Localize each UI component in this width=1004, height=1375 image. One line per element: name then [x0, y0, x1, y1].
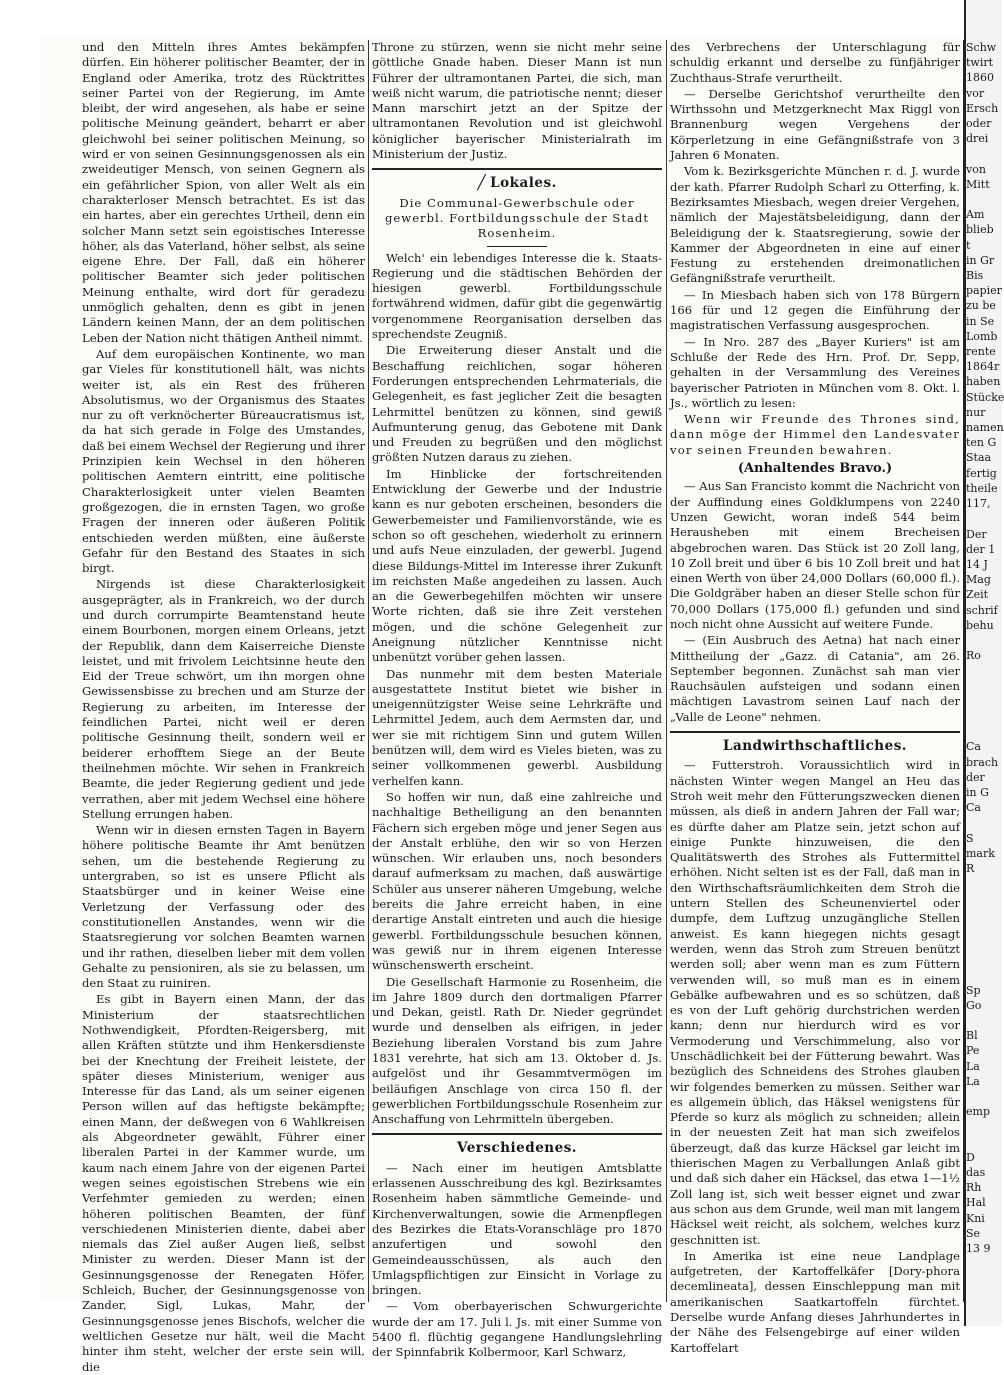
column-rule: [666, 40, 667, 1302]
article-paragraph: Das nunmehr mit dem besten Materiale ausgestattete Institut bietet wie bisher in uneigennützigster Weise seine Lehrkräfte und Lehrmittel Jedem, auch dem Aermsten dar, und wer sie mit richtigem Sinn und gutem Willen benützen will, dem wird es Vieles bieten, was zu seiner vollkommenen gewerbl. Ausbildung verhelfen kann.: [372, 666, 662, 788]
news-item: — In Miesbach haben sich von 178 Bürgern 166 für und 12 gegen die Einführung der magistratischen Verfassung ausgesprochen.: [670, 287, 960, 333]
fragment-line: Der: [966, 527, 987, 541]
section-heading-landwirthschaftliches: Landwirthschaftliches.: [722, 738, 907, 755]
fragment-line: emp: [966, 1105, 990, 1119]
news-item: — Aus San Francisto kommt die Nachricht von der Auffindung eines Goldklumpens von 2240 Unzen Gewicht, woran indeß 544 beim Herausheben mit einem Brecheisen abgebrochen waren. Das Stück ist 20 Zoll lang, 10 Zoll breit und über 6 bis 10 Zoll breit und hat einen Werth von über 24,000 Dollars (60,000 fl.). Die Goldgräber haben an dieser Stelle schon für 70,000 Dollars (175,000 fl.) gefunden und sind noch nicht ohne Aussicht auf weitere Funde.: [670, 479, 960, 631]
fragment-line: La: [966, 1074, 980, 1088]
article-paragraph: Welch' ein lebendiges Interesse die k. Staats-Regierung und die städtischen Behörden der hiesigen gewerbl. Fortbildungsschule fortwährend widmen, dafür gibt die gegenwärtig vorgenommene Reorganisation derselben das sprechendste Zeugniß.: [372, 250, 662, 342]
fragment-line: Staa: [966, 451, 992, 465]
fragment-line: La: [966, 1059, 980, 1073]
fragment-line: 1864r: [966, 360, 1000, 374]
news-item: — (Ein Ausbruch des Aetna) hat nach einer Mittheilung der „Gazz. di Catania", am 26. September begonnen. Zunächst sah man vier Rauchsäulen aufsteigen und sodann einen mächtigen Lavastrom seinen Lauf nach der „Valle de Leone" nehmen.: [670, 633, 960, 724]
fragment-line: Am: [966, 208, 985, 222]
fragment-line: [966, 876, 1000, 891]
fragment-line: namen: [966, 421, 1004, 435]
article-paragraph: So hoffen wir nun, daß eine zahlreiche und nachhaltige Betheiligung an den benannten Fächern sich ergeben möge und jener Segen aus der Anstalt erblühe, den wir so von Herzen wünschen. Wir erlauben uns, noch besonders darauf aufmerksam zu machen, daß auswärtige Schüler aus unserer näheren Umgebung, welche bereits die Jahre erreicht haben, in eine derartige Anstalt eintreten und auch die hiesige gewerbl. Fortbildungsschule besuchen können, was gewiß nur in ihrem eigenen Interesse wünschenswerth erscheint.: [372, 789, 662, 973]
fragment-line: [966, 146, 1000, 161]
fragment-line: papier: [966, 284, 1002, 298]
fragment-line: 14 J: [966, 557, 988, 571]
fragment-line: behu: [966, 618, 994, 632]
school-heading: Die Communal-Gewerbschule oder gewerbl. Fortbildungsschule der Stadt Rosenheim.: [384, 195, 649, 241]
fragment-line: Schw: [966, 41, 997, 54]
fragment-line: Zeit: [966, 588, 989, 602]
fragment-line: D: [966, 1150, 975, 1164]
article-paragraph: — Futterstroh. Voraussichtlich wird in nächsten Winter wegen Mangel an Heu das Stroh weit mehr den Fütterungszwecken dienen müssen, als dieß in andern Jahren der Fall war; es dürfte daher am Platze sein, jetzt schon auf einige Punkte hinzuweisen, die den Qualitätswerth des Strohes als Futtermittel erhöhen. Nicht selten ist es der Fall, daß man in den Wirthschaftsräumlichkeiten dem Stroh die untern Stellen des Scheunenviertel oder dumpfe, dem Luftzug unzugängliche Stellen anweist. Es kann hiegegen nichts gesagt werden, wenn das Stroh zum Streuen benützt werden soll; aber wenn man es zum Füttern verwenden will, so muß man es in einem Gebälke aufbewahren und es so schützen, daß es von der Luft gehörig durchstrichen werden kann; denn nur hierdurch wird es vor Vermoderung und Verschimmelung, also vor Unschädlichkeit bei der Fütterung bewahrt. Was bezüglich des Schneidens des Strohes glauben wir folgendes bemerken zu müssen. Seither war es allgemein üblich, das Häksel wenigstens für Pferde so kurz als möglich zu schneiden; allein in der neuesten Zeit hat man sich zweifelos überzeugt, daß das kurze Häcksel gar leicht im thierischen Magen zu Verballungen Anlaß gibt und daß sich daher ein Häcksel, das etwa 1—1½ Zoll lang ist, sich weit besser eignet und zwar aus schon aus dem Grunde, weil man mit langem Häcksel weit reicht, als solchem, welches kurz geschnitten ist.: [670, 758, 960, 1247]
column-rule: [368, 40, 369, 1302]
fragment-line: S: [966, 831, 974, 845]
fragment-line: Ersch: [966, 101, 999, 115]
fragment-line: [966, 952, 1000, 967]
page-gutter-rule: [963, 40, 965, 1302]
fragment-line: Ro: [966, 649, 981, 663]
fragment-line: das: [966, 1166, 986, 1180]
article-paragraph: Nirgends ist diese Charakterlosigkeit ausgeprägter, als in Frankreich, wo der durch und durch corrumpirte Beamtenstand heute einem Bourbonen, morgen einem Orleans, jetzt der Republik, dann dem Kaiserreiche Dienste leistet, und mit frivolem Leichtsinne heute den Eid der Treue schwört, um ihn morgen ohne Gewissensbisse zu brechen und am Sturze der Regierung zu arbeiten, im Interesse der feindlichen Partei, nicht weil er deren politische Gesinnung theilt, sondern weil er beiderer erhofftem Siege an der Beute theilnehmen möchte. Wir sehen in Frankreich Beamte, die jeder Regierung gedient und jede verrathen, aber mit jedem Wechsel eine höhere Stellung errungen haben.: [82, 577, 365, 821]
fragment-line: [966, 679, 1000, 694]
column-1: [82, 40, 365, 1375]
news-item: — Nach einer im heutigen Amtsblatte erlassenen Ausschreibung des kgl. Bezirksamtes Rosenheim haben sämmtliche Gemeinde- und Kirchenverwaltungen, sowie die Armenpflegen des Bezirkes die Etats-Voranschläge pro 1870 anzufertigen und sowohl den Gemeindeausschüssen, als auch den Umlagspflichtigen zur Einsicht in Vorlage zu bringen.: [372, 1160, 662, 1298]
section-heading-verschiedenes: Verschiedenes.: [456, 1140, 578, 1157]
article-paragraph: und den Mitteln ihres Amtes bekämpfen dürfen. Ein höherer politischer Beamter, der in England oder Amerika, trotz des Rücktrittes seiner Partei von der Regierung, im Amte bleibt, der wird angesehen, als habe er seine politische Meinung geändert, beharrt er aber gleichwohl bei seiner politischen Meinung, so wird er von seinen Gesinnungsgenossen als ein zweideutiger Mensch, von seinen Gegnern als ein gefährlicher Spion, von aller Welt als ein charakterloser Mensch betrachtet. Es ist das ein hartes, aber ein gerechtes Urtheil, denn ein solcher Mann setzt sein egoistisches Interesse höher, als das Vaterland, höher selbst, als seine eigene Ehre. Der Fall, daß ein höherer politischer Beamter sich jeder politischen Meinung enthalte, wird dort für geradezu unmöglich gehalten, denn es gibt in jenen Ländern keinen Mann, der an dem politischen Leben der Nation nicht thätigen Antheil nimmt.: [82, 40, 365, 345]
fragment-line: Bl: [966, 1029, 978, 1043]
fragment-line: Rh: [966, 1181, 982, 1195]
news-item: des Verbrechens der Unterschlagung für schuldig erkannt und derselbe zu fünfjähriger Zuchthaus-Strafe verurtheilt.: [670, 40, 960, 85]
fragment-line: [966, 709, 1000, 724]
article-paragraph: Wenn wir in diesen ernsten Tagen in Bayern höhere politische Beamte ihr Amt benützen sehen, um die bestehende Regierung zu untergraben, so ist es unsere Pflicht als Staatsbürger und in keiner Weise eine Verletzung der Verfassung oder des constitutionellen Anstandes, wenn wir die Staatsregierung vor solchen Beamten warnen und ihr rathen, dieselben lieber mit dem vollen Gehalte zu pensioniren, als sie zu belassen, um den Staat zu ruiniren.: [82, 823, 365, 991]
fragment-line: Ca: [966, 740, 981, 754]
news-item: Vom k. Bezirksgerichte München r. d. J. wurde der kath. Pfarrer Rudolph Scharl zu Otterfing, k. Bezirksamtes Miesbach, wegen dreier Vergehen, nämlich der Majestätsbeleidigung, dann der Beleidigung der k. Staatsregierung, sowie der Kammer der Abgeordneten in eine auf einer Festung zu erstehenden dreimonatlichen Gefängnißstrafe verurtheilt.: [670, 164, 960, 286]
fragment-line: twirt: [966, 56, 994, 70]
section-divider: [372, 168, 662, 170]
fragment-line: [966, 922, 1000, 937]
fragment-line: in Se: [966, 314, 995, 328]
fragment-line: Mag: [966, 573, 991, 587]
fragment-line: mark: [966, 846, 995, 860]
fragment-line: [966, 1119, 1000, 1134]
fragment-line: [966, 724, 1000, 739]
fragment-line: [966, 1089, 1000, 1104]
fragment-line: 117,: [966, 497, 991, 511]
section-heading-lokales: ╱ Lokales.: [477, 175, 557, 192]
fragment-line: Pe: [966, 1044, 980, 1058]
fragment-line: Se: [966, 1226, 981, 1240]
fragment-line: [966, 1135, 1000, 1150]
news-item: — In Nro. 287 des „Bayer Kuriers" ist am Schluße der Rede des Hrn. Prof. Dr. Sepp, gehalten in der Versammlung des Vereines bayerischer Patrioten in München vom 8. Okt. l. Js., wörtlich zu lesen:: [670, 334, 960, 410]
fragment-line: in G: [966, 785, 989, 799]
fragment-line: [966, 937, 1000, 952]
column-3: [670, 40, 960, 1356]
fragment-line: R: [966, 861, 975, 875]
fragment-line: [966, 511, 1000, 526]
fragment-line: [966, 192, 1000, 207]
fragment-line: [966, 633, 1000, 648]
article-paragraph: Die Gesellschaft Harmonie zu Rosenheim, die im Jahre 1809 durch den dortmaligen Pfarrer und Dekan, geistl. Rath Dr. Nieder gegründet wurde und denselben als eifrigen, in jeder Beziehung liberalen Vorstand bis zum Jahre 1831 verehrte, hat sich am 13. Oktober d. Js. aufgelöst und ihr Gesammtvermögen im beiläufigen Anschlage von circa 150 fl. der gewerblichen Fortbildungsschule Rosenheim zur Anschaffung von Lehrmitteln übergeben.: [372, 974, 662, 1127]
fragment-line: der: [966, 770, 985, 784]
fragment-line: [966, 967, 1000, 982]
fragment-line: [966, 663, 1000, 678]
fragment-line: [966, 694, 1000, 709]
fragment-line: Stücke: [966, 390, 1004, 404]
section-divider: [372, 1133, 662, 1135]
fragment-line: fertig: [966, 466, 997, 480]
applause-line: (Anhaltendes Bravo.): [737, 461, 893, 477]
fragment-line: nur: [966, 405, 986, 419]
fragment-line: oder: [966, 117, 992, 131]
article-paragraph: Im Hinblicke der fortschreitenden Entwicklung der Gewerbe und der Industrie kann es nur geboten erscheinen, besonders die Gewerbemeister und Familienvorstände, wie es schon so oft geschehen, wiederholt zu erinnern und aufs Neue einzuladen, der gewerbl. Jugend diese Bildungs-Mittel im Interesse ihrer Zukunft im reichsten Maße angedeihen zu lassen. Auch an die Gewerbegehilfen möchten wir unsere Worte richten, daß sie ihre Zeit verstehen mögen, und die schöne Gelegenheit zur Aneignung nützlicher Kenntnisse nicht unbenützt vorüber gehen lassen.: [372, 466, 662, 665]
fragment-line: der 1: [966, 542, 996, 556]
article-paragraph: Auf dem europäischen Kontinente, wo man gar Vieles für konstitutionell hält, was nichts weiter ist, als ein Rest des früheren Absolutismus, wo der Organismus des Staates nur zu oft verknöcherter Büreaucratismus ist, da hat sich gerade in Folge des Umstandes, daß bei einem Wechsel der Regierung und ihrer Prinzipien kein Wechsel in den höheren politischen Aemtern eintritt, eine politische Charakterlosigkeit unter vielen Beamten großgezogen, die in ernsten Tagen, wo große Fragen der inneren oder äußeren Politik entschieden werden müßten, eine äußerste Gefahr für den Bestand des Staates in sich birgt.: [82, 346, 365, 576]
heading-rule: [487, 246, 547, 247]
fragment-line: theile: [966, 481, 998, 495]
news-item: — Vom oberbayerischen Schwurgerichte wurde der am 17. Juli l. Js. mit einer Summe von 5400 fl. flüchtig gegangene Handlungslehrling der Spinnfabrik Kolbermoor, Karl Schwarz,: [372, 1299, 662, 1360]
fragment-line: Ca: [966, 801, 981, 815]
fragment-line: drei: [966, 132, 989, 146]
quotation: Wenn wir Freunde des Thrones sind, dann möge der Himmel den Landesvater vor seinen Freunden bewahren.: [670, 412, 960, 457]
fragment-line: zu be: [966, 299, 996, 313]
column-2: [372, 40, 662, 1361]
article-continuation: Throne zu stürzen, wenn sie nicht mehr seine göttliche Gnade haben. Dieser Mann ist nun Führer der ultramontanen Partei, die sich, man weiß nicht warum, die patriotische nennt; dieser Mann marschirt jetzt an der Spitze der ultramontanen Revolution und ist gleichwohl königlicher bayerischer Ministerialrath im Ministerium der Justiz.: [372, 40, 662, 162]
fragment-line: Sp: [966, 983, 981, 997]
article-paragraph: In Amerika ist eine neue Landplage aufgetreten, der Kartoffelkäfer [Dory-phora decemlineata], dessen Einschleppung man mit amerikanischen Saatkartoffeln fürchtet. Derselbe wurde Anfang dieses Jahrhundertes in der Nähe des Felsengebirge auf einer wilden Kartoffelart: [670, 1248, 960, 1355]
fragment-line: [966, 1013, 1000, 1028]
fragment-line: 1860: [966, 71, 994, 85]
fragment-line: [966, 907, 1000, 922]
column-4-fragment: [966, 40, 1004, 1256]
article-paragraph: Die Erweiterung dieser Anstalt und die Beschaffung reichlichen, sogar höheren Forderungen entsprechenden Lehrmaterials, die Gelegenheit, es fast jeglicher Zeit die besagten Lehrmittel benützen zu können, sind gewiß Aufmunterung genug, das Gebotene mit Dank und Freuden zu begrüßen und den möglichst größten Nutzen daraus zu ziehen.: [372, 343, 662, 465]
section-divider: [670, 731, 960, 733]
fragment-line: Bis: [966, 269, 984, 283]
fragment-line: ten G: [966, 436, 997, 450]
fragment-line: brach: [966, 755, 999, 769]
fragment-line: Hal: [966, 1196, 986, 1210]
fragment-line: [966, 815, 1000, 830]
fragment-line: Mitt: [966, 177, 990, 191]
article-paragraph: Es gibt in Bayern einen Mann, der das Ministerium der staatsrechtlichen Nothwendigkeit, Pfordten-Reigersberg, mit allen Kräften stützte und ihm Henkersdienste bei der Knechtung der Freiheit leistete, der später dieses Ministerium, weniger aus Interesse für das Land, als um seiner eigenen Person willen auf das heftigste bekämpfte; einen Mann, der deßwegen von 6 Wahlkreisen als Abgeordneter gewählt, Führer einer liberalen Partei in der Kammer wurde, um kaum nach einem Jahre von der eigenen Partei wegen seines egoistischen Strebens wie ein Verfehmter gemieden zu werden; einen höheren politischen Beamten, der fünf verschiedenen Ministerien diente, dabei aber niemals das Ziel außer Augen ließ, selbst Minister zu werden. Dieser Mann ist der Gesinnungsgenosse der Renegaten Höfer, Schleich, Bucher, der Gesinnungsgenosse von Zander, Sigl, Lukas, Mahr, der Gesinnungsgenosse jenes Bischofs, welcher die weltlichen Gesetze nur hält, weil die Macht hinter ihm steht, welcher der erste sein will, die: [82, 992, 365, 1374]
fragment-line: blieb t: [966, 223, 994, 252]
fragment-line: vor: [966, 86, 985, 100]
fragment-line: schrif: [966, 603, 998, 617]
fragment-line: haben: [966, 375, 1001, 389]
fragment-line: [966, 891, 1000, 906]
fragment-line: Go: [966, 998, 982, 1012]
fragment-line: Lomb: [966, 329, 998, 343]
fragment-line: rente: [966, 345, 996, 359]
news-item: — Derselbe Gerichtshof verurtheilte den Wirthssohn und Metzgerknecht Max Riggl von Brannenburg wegen Vergehens der Körperletzung in eine Gefängnißstrafe von 3 Jahren 6 Monaten.: [670, 86, 960, 163]
fragment-line: Kni: [966, 1211, 985, 1225]
fragment-line: von: [966, 162, 986, 176]
fragment-line: in Gr: [966, 253, 995, 267]
fragment-line: 13 9: [966, 1242, 991, 1256]
pencil-mark-icon: ╱: [477, 175, 487, 192]
